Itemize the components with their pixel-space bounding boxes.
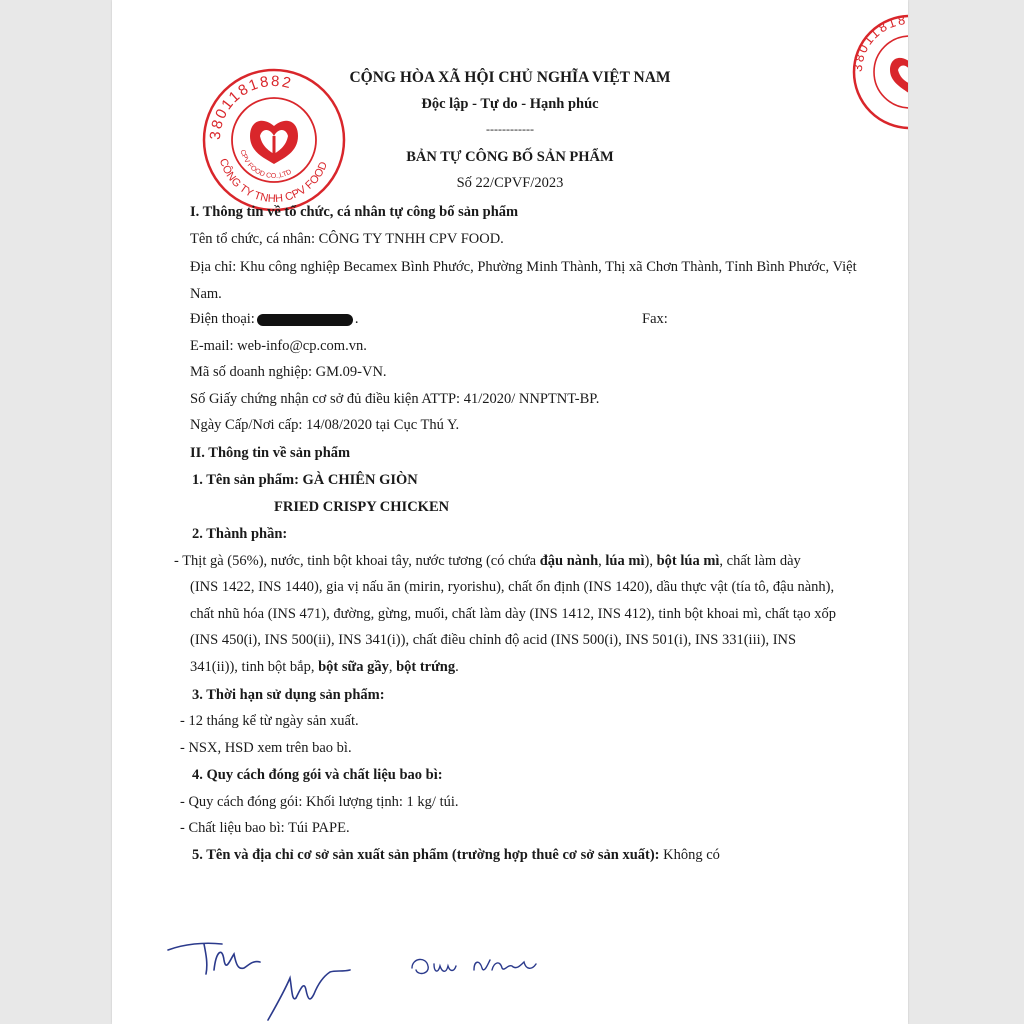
product-name-english: FRIED CRISPY CHICKEN bbox=[274, 499, 450, 515]
address-line-2: Nam. bbox=[190, 286, 222, 302]
ingredients-line-5: 341(ii)), tinh bột bắp, bột sữa gầy, bột trứng. bbox=[190, 659, 459, 675]
svg-text:3801181882: 3801181882 bbox=[206, 72, 295, 141]
phone-line bbox=[190, 312, 358, 327]
signature-1 bbox=[164, 930, 274, 990]
document-number: Số 22/CPVF/2023 bbox=[456, 175, 564, 191]
allergen-wheat: lúa mì bbox=[605, 553, 645, 569]
food-safety-certificate: Số Giấy chứng nhận cơ sở đủ điều kiện ATTP: 41/2020/ NNPTNT-BP. bbox=[190, 391, 600, 407]
redacted-phone bbox=[257, 314, 353, 326]
producer-line bbox=[192, 848, 720, 863]
country-name: CỘNG HÒA XÃ HỘI CHỦ NGHĨA VIỆT NAM bbox=[349, 69, 671, 86]
national-motto: Độc lập - Tự do - Hạnh phúc bbox=[421, 96, 599, 112]
allergen-soy: đậu nành bbox=[539, 553, 599, 569]
shelf-life-heading: 3. Thời hạn sử dụng sản phẩm: bbox=[192, 687, 385, 703]
svg-text:CPV FOOD CO.,LTD: CPV FOOD CO.,LTD bbox=[238, 149, 293, 181]
phone-suffix: . bbox=[354, 311, 359, 327]
packaging-2: - Chất liệu bao bì: Túi PAPE. bbox=[180, 820, 350, 836]
document-title: BẢN TỰ CÔNG BỐ SẢN PHẨM bbox=[406, 149, 614, 165]
allergen-egg: bột trứng bbox=[396, 659, 456, 675]
section-2-heading: II. Thông tin về sản phẩm bbox=[190, 445, 351, 461]
ingredients-line-1: - Thịt gà (56%), nước, tinh bột khoai tây, nước tương (có chứa đậu nành, lúa mì), bột lúa mì, chất làm dày bbox=[174, 553, 801, 569]
ingredients-line-4: (INS 450(i), INS 500(ii), INS 341(i)), chất điều chỉnh độ acid (INS 500(i), INS 501(i), INS 331(iii), INS bbox=[190, 632, 797, 648]
producer-value: Không có bbox=[659, 847, 720, 863]
producer-heading: 5. Tên và địa chỉ cơ sở sản xuất sản phẩm (trường hợp thuê cơ sở sản xuất): bbox=[192, 847, 660, 863]
email-line: E-mail: web-info@cp.com.vn. bbox=[190, 338, 367, 354]
section-1-heading: I. Thông tin về tổ chức, cá nhân tự công bố sản phẩm bbox=[190, 204, 519, 220]
ingredients-line-3: chất nhũ hóa (INS 471), đường, gừng, muối, chất làm dày (INS 1412, INS 412), tinh bột khoai mì, chất tạo xốp bbox=[190, 606, 836, 622]
address-line-1: Địa chỉ: Khu công nghiệp Becamex Bình Phước, Phường Minh Thành, Thị xã Chơn Thành, Tỉnh Bình Phước, Việt bbox=[190, 259, 857, 275]
header-divider: ------------ bbox=[486, 122, 534, 136]
ingredients-heading: 2. Thành phần: bbox=[192, 526, 288, 542]
signature-3 bbox=[404, 944, 554, 984]
shelf-life-2: - NSX, HSD xem trên bao bì. bbox=[180, 740, 352, 756]
packaging-1: - Quy cách đóng gói: Khối lượng tịnh: 1 kg/ túi. bbox=[180, 794, 459, 810]
allergen-milk: bột sữa gầy bbox=[318, 659, 389, 675]
org-name: Tên tổ chức, cá nhân: CÔNG TY TNHH CPV FOOD. bbox=[190, 231, 504, 247]
document-page bbox=[112, 0, 929, 1024]
issue-date-place: Ngày Cấp/Nơi cấp: 14/08/2020 tại Cục Thú Y. bbox=[190, 417, 460, 433]
product-name: 1. Tên sản phẩm: GÀ CHIÊN GIÒN bbox=[192, 472, 418, 488]
packaging-heading: 4. Quy cách đóng gói và chất liệu bao bì: bbox=[192, 767, 443, 783]
svg-text:CÔNG TY TNHH CPV FOOD: CÔNG TY TNHH CPV FOOD bbox=[216, 157, 331, 206]
business-code: Mã số doanh nghiệp: GM.09-VN. bbox=[190, 364, 387, 380]
ingredients-line-2: (INS 1422, INS 1440), gia vị nấu ăn (mirin, ryorishu), chất ổn định (INS 1420), dầu thực vật (tía tô, đậu nành), bbox=[190, 579, 835, 595]
fax-label: Fax: bbox=[642, 311, 668, 327]
allergen-wheat-flour: bột lúa mì bbox=[656, 553, 720, 569]
shelf-life-1: - 12 tháng kể từ ngày sản xuất. bbox=[180, 713, 359, 729]
company-seal-left bbox=[200, 66, 348, 214]
signature-2 bbox=[262, 950, 372, 1024]
phone-label: Điện thoại: bbox=[190, 311, 255, 327]
svg-text:3801181882: 3801181882 bbox=[850, 12, 929, 73]
